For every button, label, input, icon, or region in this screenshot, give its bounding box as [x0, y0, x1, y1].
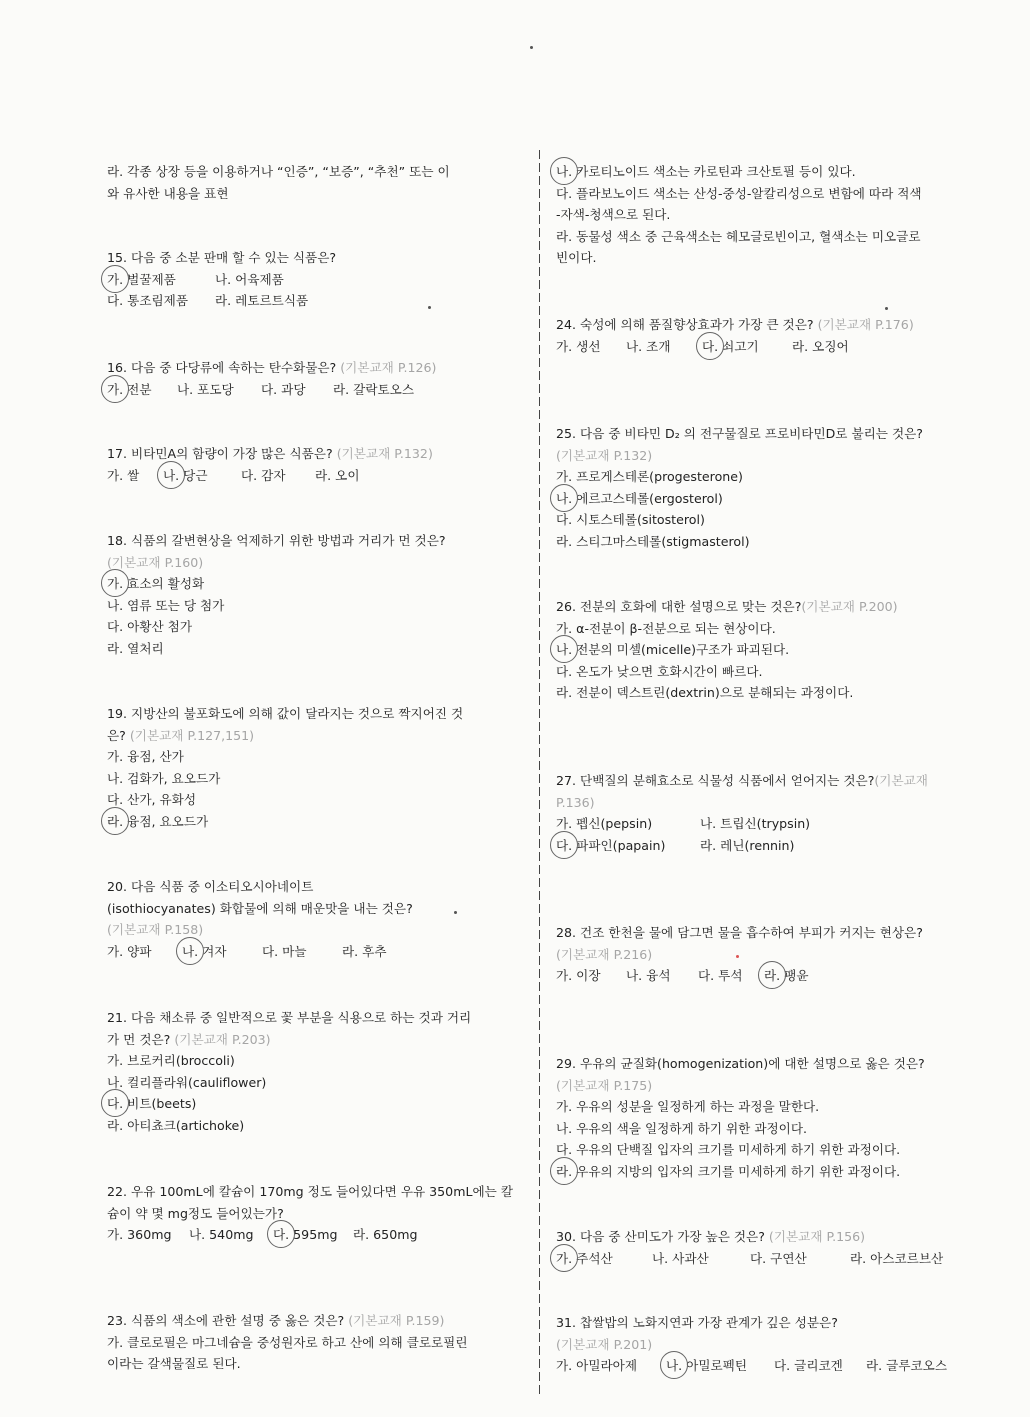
question-stem: 17. 비타민A의 함량이 가장 많은 식품은?: [107, 446, 333, 461]
option-na: 나. 540mg: [189, 1227, 254, 1243]
option-na: 나. 사과산: [652, 1250, 709, 1266]
option-na-answer: 나. 에르고스테롤(ergosterol): [556, 488, 923, 510]
option-ga: 가. α-전분이 β-전분으로 되는 현상이다.: [556, 620, 776, 636]
textbook-reference: (기본교재 P.126): [340, 360, 437, 375]
question-23-tail: [556, 161, 922, 269]
question-stem: 21. 다음 채소류 중 일반적으로 꽃 부분을 식용으로 하는 것과 거리: [107, 1010, 472, 1025]
scan-speck: [530, 46, 533, 49]
option-da: 다. 구연산: [750, 1250, 807, 1266]
question-stem: 29. 우유의 균질화(homogenization)에 대한 설명으로 옳은 것은?: [556, 1056, 925, 1071]
textbook-reference: (기본교재 P.203): [174, 1031, 271, 1047]
option-na: 나. 염류 또는 당 첨가: [107, 597, 225, 613]
column-divider: [539, 150, 540, 1395]
question-stem-cont: 슘이 약 몇 mg정도 들어있는가?: [107, 1205, 284, 1221]
option-da: 다. 글리코겐: [774, 1358, 843, 1374]
option-line: 와 유사한 내용을 표현: [107, 185, 229, 201]
question-25: [556, 423, 923, 553]
question-stem: 25. 다음 중 비타민 D₂ 의 전구물질로 프로비타민D로 불리는 것은?: [556, 426, 923, 441]
option-na-answer: 나. 겨자: [182, 941, 262, 963]
option-ga: 가. 융점, 산가: [107, 749, 184, 765]
option-da: 다. 우유의 단백질 입자의 크기를 미세하게 하기 위한 과정이다.: [556, 1142, 901, 1158]
option-na: 나. 포도당: [177, 381, 234, 397]
option-ga-answer: 가. 전분: [107, 379, 177, 401]
question-15: [107, 247, 336, 312]
option-da: 다. 통조림제품: [107, 293, 188, 309]
question-stem: 16. 다음 중 다당류에 속하는 탄수화물은?: [107, 360, 337, 375]
option-da: 다. 시토스테롤(sitosterol): [556, 512, 705, 528]
question-27: [556, 770, 928, 856]
option-ra: 라. 레토르트식품: [215, 293, 309, 309]
option-na: 나. 융석: [626, 968, 671, 984]
option-da-answer: 다. 595mg: [273, 1224, 353, 1246]
question-stem: 15. 다음 중 소분 판매 할 수 있는 식품은?: [107, 250, 337, 265]
option-ga: 가. 이장: [556, 968, 601, 984]
option-ra: 라. 레닌(rennin): [700, 837, 795, 853]
question-stem: 26. 전분의 호화에 대한 설명으로 맞는 것은?: [556, 599, 802, 614]
option-da-cont: -자색-청색으로 된다.: [556, 207, 671, 223]
question-stem-cont: 은?: [107, 727, 126, 743]
question-30: [556, 1226, 943, 1269]
option-na-answer: 나. 아밀로펙틴: [666, 1355, 774, 1377]
question-31: [556, 1312, 947, 1377]
option-ga: 가. 클로로필은 마그네슘을 중성원자로 하고 산에 의해 클로로필린: [107, 1334, 468, 1350]
option-na: 나. 우유의 색을 일정하게 하기 위한 과정이다.: [556, 1120, 808, 1136]
option-ga-answer: 가. 주석산: [556, 1248, 652, 1270]
option-ra: 라. 650mg: [353, 1227, 418, 1243]
option-ra: 라. 열처리: [107, 640, 164, 656]
question-22: [107, 1181, 513, 1246]
option-ga: 가. 양파: [107, 943, 152, 959]
textbook-reference: (기본교재 P.127,151): [129, 727, 255, 743]
option-da: 다. 플라보노이드 색소는 산성-중성-알칼리성으로 변함에 따라 적색: [556, 185, 922, 201]
question-29: [556, 1053, 925, 1183]
textbook-reference: (기본교재 P.200): [801, 599, 898, 614]
option-ga: 가. 우유의 성분을 일정하게 하는 과정을 말한다.: [556, 1099, 820, 1115]
question-stem: 24. 숙성에 의해 품질향상효과가 가장 큰 것은?: [556, 317, 814, 332]
textbook-reference: (기본교재 P.156): [768, 1229, 866, 1244]
option-ga: 가. 생선: [556, 338, 601, 354]
option-da: 다. 온도가 낮으면 호화시간이 빠르다.: [556, 663, 763, 679]
scan-speck: [885, 307, 888, 310]
option-ga-answer: 가. 벌꿀제품: [107, 269, 215, 291]
option-ra: 라. 아스코르브산: [850, 1250, 944, 1266]
question-24: [556, 314, 914, 357]
textbook-reference: (기본교재 P.201): [556, 1336, 653, 1352]
question-stem: 23. 식품의 색소에 관한 설명 중 옳은 것은?: [107, 1313, 345, 1328]
question-18: [107, 530, 446, 660]
option-na-answer: 나. 전분의 미셀(micelle)구조가 파괴된다.: [556, 639, 898, 661]
scan-speck: [428, 306, 431, 309]
question-stem-cont: 가 먼 것은?: [107, 1031, 171, 1047]
question-20: [107, 876, 413, 962]
option-na-answer: 나. 당근: [163, 465, 241, 487]
question-stem: 28. 건조 한천을 물에 담그면 물을 흡수하여 부피가 커지는 현상은?: [556, 925, 923, 940]
scan-speck: [736, 955, 739, 958]
question-stem: 30. 다음 중 산미도가 가장 높은 것은?: [556, 1229, 765, 1244]
option-na: 나. 조개: [626, 338, 671, 354]
option-na-answer: 나. 카로티노이드 색소는 카로틴과 크산토필 등이 있다.: [556, 161, 922, 183]
option-na: 나. 컬리플라워(cauliflower): [107, 1074, 267, 1090]
option-da-answer: 다. 비트(beets): [107, 1093, 471, 1115]
option-ra: 라. 오이: [315, 467, 360, 483]
scan-speck: [454, 911, 457, 914]
textbook-reference: (기본교재 P.132): [336, 446, 433, 461]
option-ra: 라. 전분이 덱스트린(dextrin)으로 분해되는 과정이다.: [556, 685, 854, 701]
question-14-tail: [107, 161, 517, 204]
option-ra: 라. 오징어: [792, 338, 849, 354]
textbook-reference: (기본교재 P.216): [556, 946, 653, 962]
textbook-reference: (기본교재 P.132): [556, 447, 653, 463]
option-ra: 라. 스티그마스테롤(stigmasterol): [556, 533, 750, 549]
option-ga: 가. 쌀: [107, 467, 140, 483]
textbook-reference: (기본교재 P.175): [556, 1077, 653, 1093]
question-stem: 18. 식품의 갈변현상을 억제하기 위한 방법과 거리가 먼 것은?: [107, 533, 446, 548]
question-stem: 20. 다음 식품 중 이소티오시아네이트: [107, 879, 314, 894]
option-ra: 라. 갈락토오스: [333, 381, 414, 397]
question-17: [107, 443, 433, 486]
option-ga-answer: 가. 효소의 활성화: [107, 573, 446, 595]
option-ga: 가. 프로게스테론(progesterone): [556, 469, 743, 485]
textbook-reference: (기본교재 P.176): [817, 317, 914, 332]
textbook-reference: (기본교재 P.160): [107, 554, 204, 570]
question-stem-cont: (isothiocyanates) 화합물에 의해 매운맛을 내는 것은?: [107, 900, 413, 916]
option-ra: 라. 후추: [342, 943, 387, 959]
option-da-answer: 다. 파파인(papain): [556, 835, 700, 857]
option-da: 다. 산가, 유화성: [107, 792, 197, 808]
option-line: 라. 각종 상장 등을 이용하거나 “인증”, “보증”, “추천” 또는 이: [107, 164, 450, 179]
option-ga: 가. 브로커리(broccoli): [107, 1053, 235, 1069]
question-stem: 22. 우유 100mL에 칼슘이 170mg 정도 들어있다면 우유 350mL에는 칼: [107, 1184, 513, 1199]
option-da: 다. 마늘: [262, 943, 307, 959]
question-28: [556, 922, 923, 987]
question-16: [107, 357, 436, 400]
option-ga: 가. 아밀라아제: [556, 1358, 637, 1374]
question-19: [107, 703, 463, 833]
option-na: 나. 어육제품: [215, 271, 284, 287]
question-26: [556, 596, 898, 704]
question-stem: 27. 단백질의 분해효소로 식물성 식품에서 얻어지는 것은?: [556, 773, 875, 788]
option-da: 다. 아황산 첨가: [107, 619, 193, 635]
option-na: 나. 검화가, 요오드가: [107, 770, 221, 786]
textbook-reference: (기본교재: [874, 773, 928, 788]
option-ra: 라. 아티쵸크(artichoke): [107, 1117, 245, 1133]
option-ra-answer: 라. 우유의 지방의 입자의 크기를 미세하게 하기 위한 과정이다.: [556, 1161, 925, 1183]
option-ga-cont: 이라는 갈색물질로 된다.: [107, 1356, 241, 1372]
option-ga: 가. 펩신(pepsin): [556, 816, 653, 832]
option-da: 다. 투석: [698, 968, 743, 984]
option-ra: 라. 동물성 색소 중 근육색소는 헤모글로빈이고, 혈색소는 미오글로: [556, 228, 921, 244]
question-stem: 31. 찹쌀밥의 노화지연과 가장 관계가 깊은 성분은?: [556, 1315, 838, 1330]
option-da: 다. 감자: [241, 467, 286, 483]
option-ra-answer: 라. 융점, 요오드가: [107, 811, 463, 833]
option-ra-answer: 라. 팽윤: [764, 965, 809, 987]
question-stem: 19. 지방산의 불포화도에 의해 값이 달라지는 것으로 짝지어진 것: [107, 706, 464, 721]
textbook-reference: (기본교재 P.158): [107, 922, 204, 938]
textbook-reference: (기본교재 P.159): [348, 1313, 445, 1328]
option-na: 나. 트립신(trypsin): [700, 816, 811, 832]
option-da-answer: 다. 쇠고기: [702, 336, 792, 358]
option-ra: 라. 글루코오스: [866, 1358, 947, 1374]
option-ra-cont: 빈이다.: [556, 250, 597, 266]
question-21: [107, 1007, 471, 1137]
option-da: 다. 과당: [261, 381, 306, 397]
option-ga: 가. 360mg: [107, 1227, 172, 1243]
question-23: [107, 1310, 468, 1375]
textbook-reference-cont: P.136): [556, 794, 595, 810]
